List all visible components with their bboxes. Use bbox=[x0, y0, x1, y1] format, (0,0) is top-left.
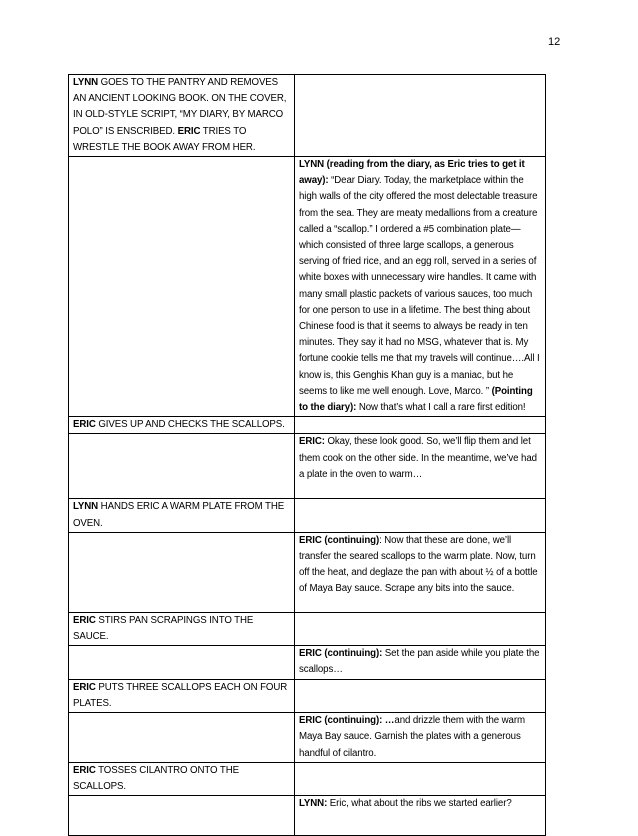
script-table bbox=[68, 74, 546, 836]
speaker-text: LYNN (reading from the diary, as Eric tries to get it away): bbox=[299, 159, 525, 187]
body-text: and drizzle them with the warm Maya Bay sauce. Garnish the plates with a generous handful of cilantro. bbox=[299, 715, 525, 759]
dialogue-cell bbox=[295, 713, 546, 763]
speaker-text: ERIC: bbox=[299, 436, 325, 448]
dialogue-cell bbox=[295, 499, 546, 532]
script-row bbox=[69, 157, 546, 417]
dialogue-cell bbox=[295, 157, 546, 417]
script-row bbox=[69, 532, 546, 612]
action-cell bbox=[69, 417, 295, 434]
script-row bbox=[69, 646, 546, 679]
body-text: STIRS PAN SCRAPINGS INTO THE SAUCE. bbox=[73, 614, 254, 643]
script-row bbox=[69, 762, 546, 795]
speaker-text: ERIC bbox=[73, 764, 96, 776]
body-text: HANDS ERIC A WARM PLATE FROM THE OVEN. bbox=[73, 501, 285, 529]
dialogue-cell bbox=[295, 75, 546, 157]
speaker-text: ERIC bbox=[73, 419, 96, 431]
body-text: GIVES UP AND CHECKS THE SCALLOPS. bbox=[95, 419, 285, 431]
dialogue-cell bbox=[295, 434, 546, 499]
action-cell bbox=[69, 499, 295, 532]
script-row bbox=[69, 75, 546, 157]
script-body bbox=[69, 75, 546, 836]
body-text: Now that’s what I call a rare first edition! bbox=[356, 402, 526, 414]
speaker-text: LYNN bbox=[73, 77, 99, 88]
dialogue-cell bbox=[295, 796, 546, 836]
body-text: “Dear Diary. Today, the marketplace within the high walls of the city offered the most delectable treasure from the sea. They are meaty medallions from a creature called a “scallop.” I ordered a #5 combination plate—which consisted of three large scallops, a generous serving of fried rice, and an egg roll, served in a series of white boxes with unnecessary wire handles. It came with many small plastic packets of various sauces, too much for one person to use in a lifetime. The best thing about Chinese food is that it seems to always be ready in ten minutes. They say it had no MSG, whatever that is. My fortune cookie tells me that my travels will continue….All I know is, this Genghis Khan guy is a maniac, but he seems to like me well enough. Love, Marco. ” bbox=[299, 175, 540, 397]
dialogue-cell bbox=[295, 762, 546, 795]
script-row bbox=[69, 679, 546, 712]
script-row bbox=[69, 417, 546, 434]
speaker-text: ERIC (continuing): bbox=[299, 648, 383, 660]
body-text: Set the pan aside while you plate the scallops… bbox=[299, 648, 540, 676]
action-cell bbox=[69, 157, 295, 417]
speaker-text: (Pointing to the diary): bbox=[299, 385, 533, 414]
body-text: Eric, what about the ribs we started earlier? bbox=[327, 798, 512, 810]
script-row bbox=[69, 713, 546, 763]
dialogue-cell bbox=[295, 532, 546, 612]
action-cell bbox=[69, 713, 295, 763]
script-row bbox=[69, 796, 546, 836]
speaker-text: LYNN: bbox=[299, 798, 328, 810]
speaker-text: ERIC bbox=[73, 681, 96, 693]
speaker-text: ERIC bbox=[73, 614, 96, 626]
body-text: Okay, these look good. So, we’ll flip them and let them cook on the other side. In the meantime, we’ve had a plate in the oven to warm… bbox=[299, 436, 537, 480]
action-cell bbox=[69, 679, 295, 712]
body-text: TRIES TO WRESTLE THE BOOK AWAY FROM HER. bbox=[73, 125, 256, 153]
speaker-text: ERIC bbox=[177, 125, 201, 137]
body-text: TOSSES CILANTRO ONTO THE SCALLOPS. bbox=[73, 764, 239, 792]
action-cell bbox=[69, 434, 295, 499]
script-row bbox=[69, 612, 546, 645]
speaker-text: ERIC (continuing) bbox=[299, 534, 380, 546]
action-cell bbox=[69, 796, 295, 836]
body-text: PUTS THREE SCALLOPS EACH ON FOUR PLATES. bbox=[73, 681, 288, 709]
action-cell bbox=[69, 532, 295, 612]
speaker-text: LYNN bbox=[73, 501, 99, 513]
action-cell bbox=[69, 612, 295, 645]
action-cell bbox=[69, 75, 295, 157]
action-cell bbox=[69, 762, 295, 795]
action-cell bbox=[69, 646, 295, 679]
script-row bbox=[69, 499, 546, 532]
body-text: GOES TO THE PANTRY AND REMOVES AN ANCIENT LOOKING BOOK. ON THE COVER, IN OLD-STYLE SCRIPT, “MY DIARY, BY MARCO POLO” IS ENSCRIBED. bbox=[73, 77, 287, 137]
dialogue-cell bbox=[295, 612, 546, 645]
dialogue-cell bbox=[295, 417, 546, 434]
body-text: : Now that these are done, we’ll transfer the seared scallops to the warm plate. Now, turn off the heat, and deglaze the pan with about ½ of a bottle of Maya Bay sauce. Scrape any bits into the sauce. bbox=[299, 534, 538, 595]
speaker-text: ERIC (continuing): … bbox=[299, 715, 395, 727]
dialogue-cell bbox=[295, 679, 546, 712]
page-number: 12 bbox=[548, 36, 561, 48]
script-row bbox=[69, 434, 546, 499]
dialogue-cell bbox=[295, 646, 546, 679]
